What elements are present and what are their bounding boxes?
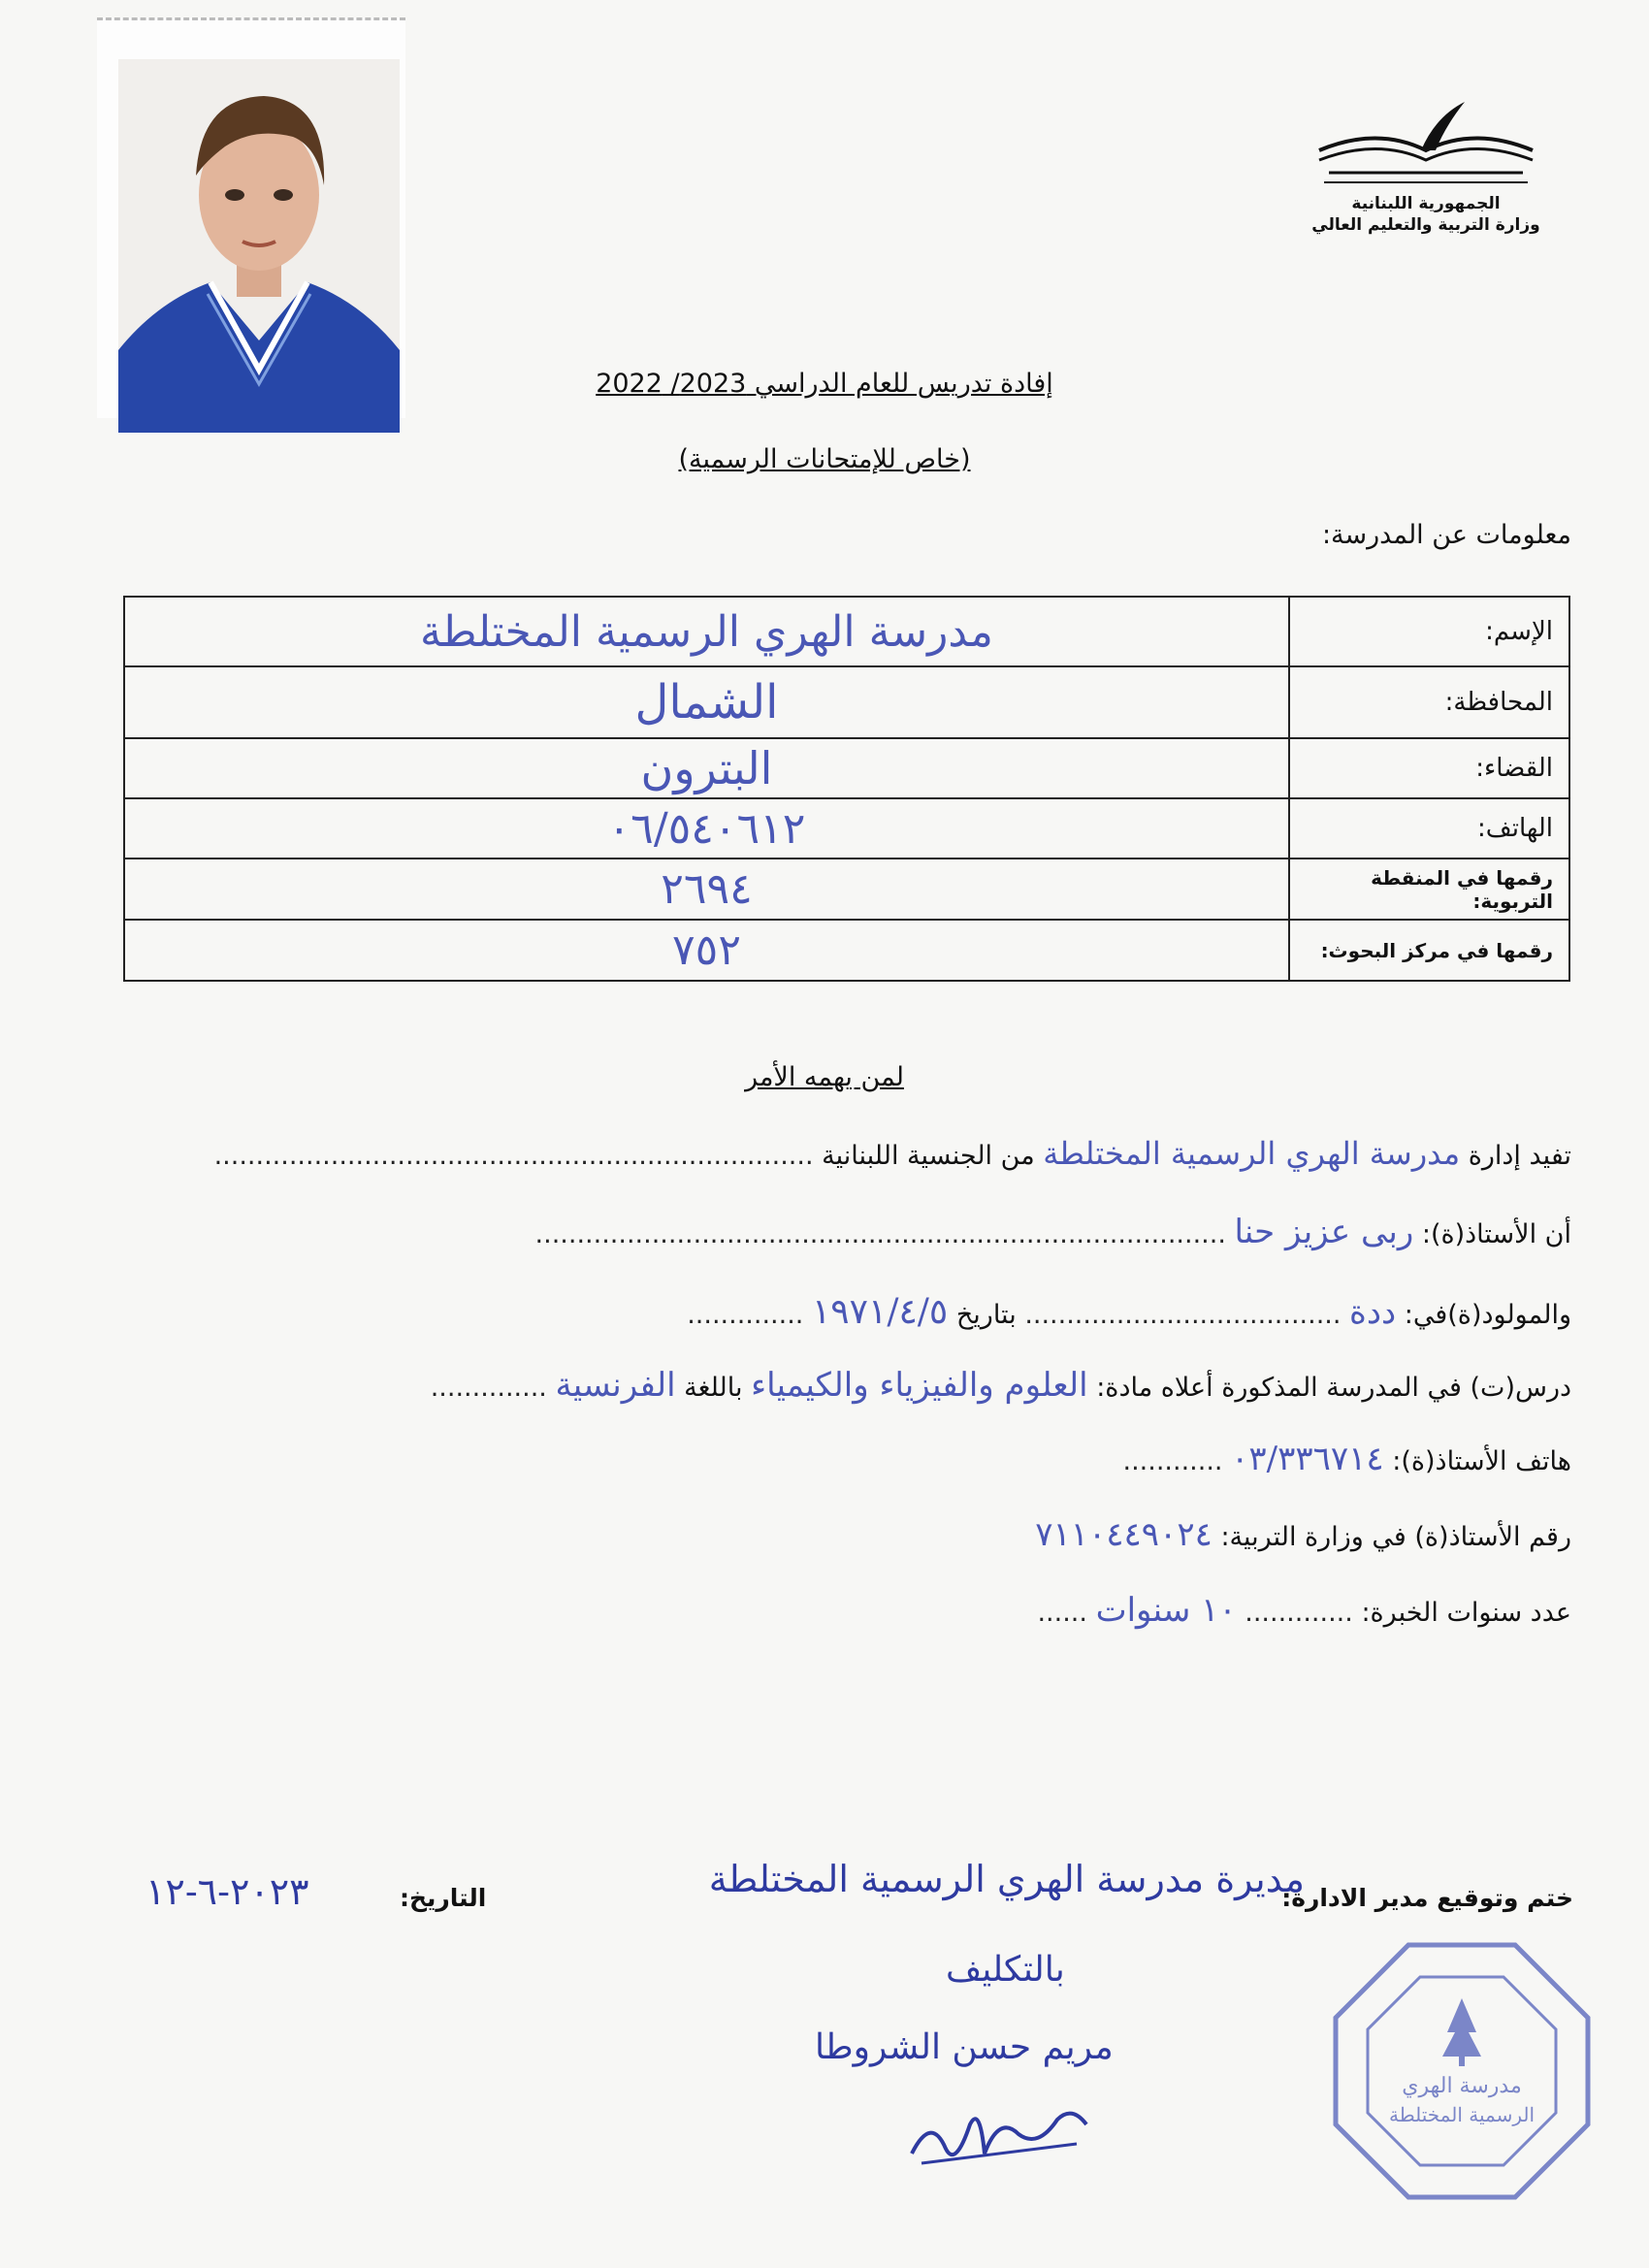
letter-line-teacher-phone: هاتف الأستاذ(ة): ٠٣/٣٣٦٧١٤ ............ (1122, 1440, 1571, 1478)
ministry-label: وزارة التربية والتعليم العالي (1311, 215, 1540, 235)
letter-line-ministry-number: رقم الأستاذ(ة) في وزارة التربية: ٧١١٠٤٤٩٠٢٤ (1035, 1515, 1571, 1554)
document-title: إفادة تدريس للعام الدراسي 2023/ 2022 (596, 369, 1053, 399)
table-row (124, 666, 1569, 738)
date-label: التاريخ: (400, 1884, 487, 1912)
birth-date-handwritten: ١٩٧١/٤/٥ (811, 1292, 949, 1332)
to-whom-heading: لمن يهمه الأمر (745, 1062, 904, 1092)
school-name-value: مدرسة الهري الرسمية المختلطة (124, 597, 1289, 666)
table-row (124, 859, 1569, 920)
language-handwritten: الفرنسية (555, 1366, 676, 1405)
experience-handwritten: ١٠ سنوات (1095, 1591, 1237, 1630)
ministry-logo (1290, 97, 1562, 262)
school-name-label: الإسم: (1289, 597, 1569, 666)
assignment-handwritten: بالتكليف (946, 1950, 1065, 1990)
educational-zone-number-label: رقمها في المنقطة التربوية: (1289, 859, 1569, 920)
table-row (124, 920, 1569, 981)
research-center-number-label: رقمها في مركز البحوث: (1289, 920, 1569, 981)
book-logo-icon (1300, 97, 1552, 189)
governorate-value: الشمال (124, 666, 1289, 738)
seal-line-2: الرسمية المختلطة (1388, 2103, 1536, 2126)
cedar-icon (1442, 1998, 1481, 2057)
subject-handwritten: العلوم والفيزياء والكيمياء (751, 1366, 1088, 1405)
director-title-handwritten: مديرة مدرسة الهري الرسمية المختلطة (708, 1858, 1305, 1900)
birth-place-handwritten: ددة (1349, 1293, 1397, 1332)
table-row (124, 597, 1569, 666)
letter-line-administration: تفيد إدارة مدرسة الهري الرسمية المختلطة من الجنسية اللبنانية ........................................................................ (213, 1135, 1571, 1172)
district-label: القضاء: (1289, 738, 1569, 798)
republic-label: الجمهورية اللبنانية (1351, 194, 1501, 213)
table-row (124, 798, 1569, 859)
letter-line-birth: والمولود(ة)في: ددة ...................................... بتاريخ ١٩٧١/٤/٥ .............. (687, 1292, 1571, 1332)
date-handwritten: ٢٠٢٣-٦-١٢ (146, 1870, 309, 1913)
signature-icon (902, 2095, 1096, 2173)
director-name-handwritten: مريم حسن الشروطا (815, 2027, 1114, 2067)
school-seal (1331, 1940, 1593, 2202)
district-value: البترون (124, 738, 1289, 798)
stamp-signature-label: ختم وتوقيع مدير الادارة: (1281, 1884, 1573, 1912)
document-subtitle: (خاص للإمتحانات الرسمية) (678, 444, 971, 474)
ministry-number-handwritten: ٧١١٠٤٤٩٠٢٤ (1035, 1515, 1212, 1554)
portrait-image (118, 59, 400, 433)
school-name-handwritten: مدرسة الهري الرسمية المختلطة (1043, 1135, 1461, 1172)
letter-line-experience: عدد سنوات الخبرة: ............. ١٠ سنوات ...... (1037, 1591, 1571, 1630)
teacher-phone-handwritten: ٠٣/٣٣٦٧١٤ (1231, 1440, 1384, 1478)
governorate-label: المحافظة: (1289, 666, 1569, 738)
phone-value: ٠٦/٥٤٠٦١٢ (124, 798, 1289, 859)
teacher-photo (97, 17, 405, 418)
letter-line-teacher: أن الأستاذ(ة): ربى عزيز حنا ................................................................................... (534, 1213, 1571, 1251)
research-center-number-value: ٧٥٢ (124, 920, 1289, 981)
table-row (124, 738, 1569, 798)
octagon-seal-icon (1331, 1940, 1593, 2202)
letter-line-subject: درس(ت) في المدرسة المذكورة أعلاه مادة: العلوم والفيزياء والكيمياء باللغة الفرنسية .............. (430, 1366, 1571, 1405)
phone-label: الهاتف: (1289, 798, 1569, 859)
seal-line-1: مدرسة الهري (1402, 2074, 1522, 2098)
school-info-table (123, 596, 1570, 982)
educational-zone-number-value: ٢٦٩٤ (124, 859, 1289, 920)
school-info-heading: معلومات عن المدرسة: (1321, 520, 1571, 550)
teacher-name-handwritten: ربى عزيز حنا (1234, 1213, 1414, 1251)
